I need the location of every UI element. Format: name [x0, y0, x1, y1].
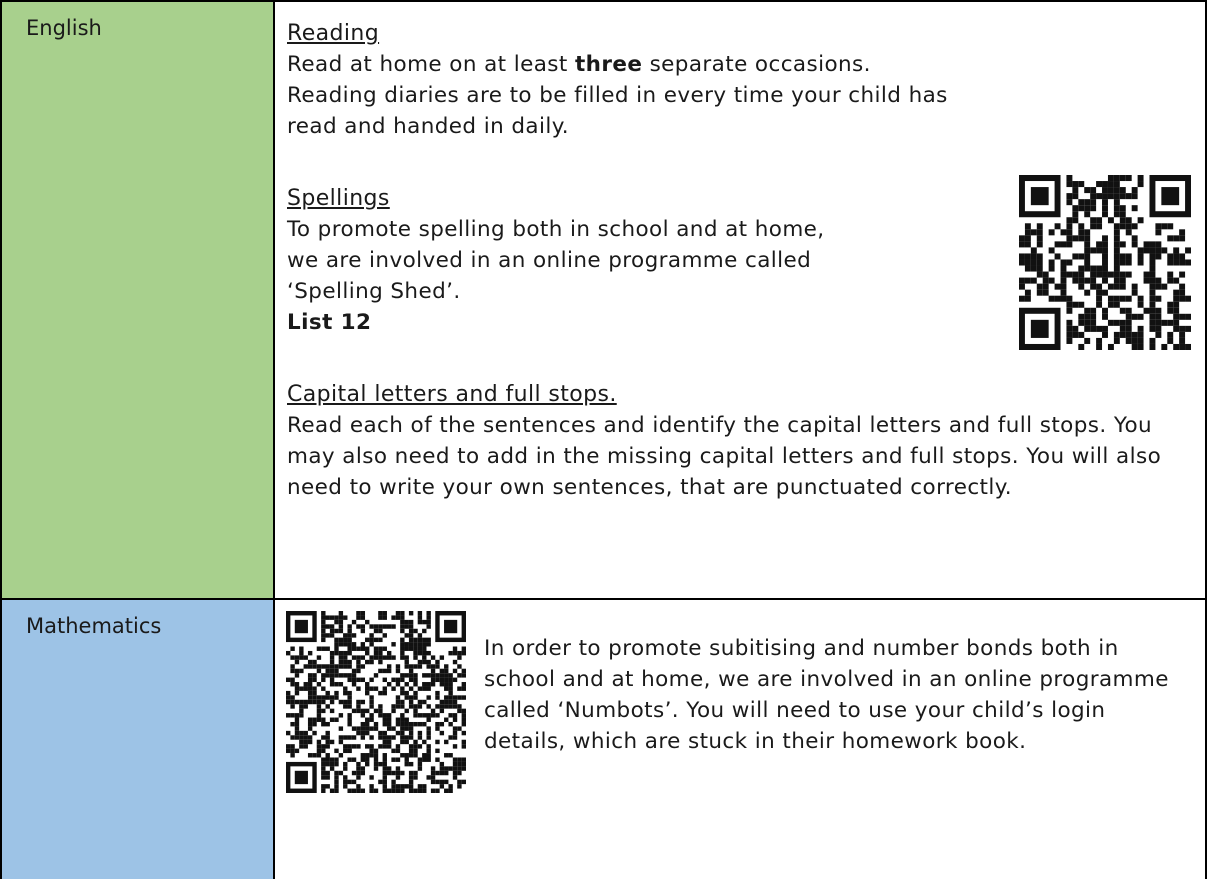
english-label: English [2, 2, 275, 600]
spellings-heading: Spellings [287, 186, 390, 211]
spelling-shed-qr-code[interactable] [1019, 175, 1191, 350]
capitals-text: Read each of the sentences and identify the capital letters and full stops. You may also need to add in the missing capital letters and full stops. You will also need to write your own sentences, that are punctuated correctly. [287, 413, 1162, 500]
reading-text [287, 49, 967, 142]
spellings-line-1: To promote spelling both in school and at home, [287, 217, 825, 242]
mathematics-label: Mathematics [2, 600, 275, 879]
mathematics-text: In order to promote subitising and number bonds both in school and at home, we are involved in an online programme called ‘Numbots’. You will need to use your child’s login details, which are stuck in their homework book. [484, 635, 1169, 754]
capitals-heading: Capital letters and full stops. [287, 382, 617, 407]
reading-text-end: separate occasions. Reading diaries are to be filled in every time your child has read and handed in daily. [287, 52, 948, 139]
spelling-list-label: List 12 [287, 310, 372, 335]
reading-bold-word: three [574, 52, 643, 77]
numbots-qr-code[interactable] [286, 611, 466, 793]
reading-heading: Reading [287, 21, 380, 46]
spellings-line-2: we are involved in an online programme called [287, 248, 812, 273]
reading-text-start: Read at home on at least [287, 52, 575, 77]
spellings-line-3: ‘Spelling Shed’. [287, 279, 461, 304]
